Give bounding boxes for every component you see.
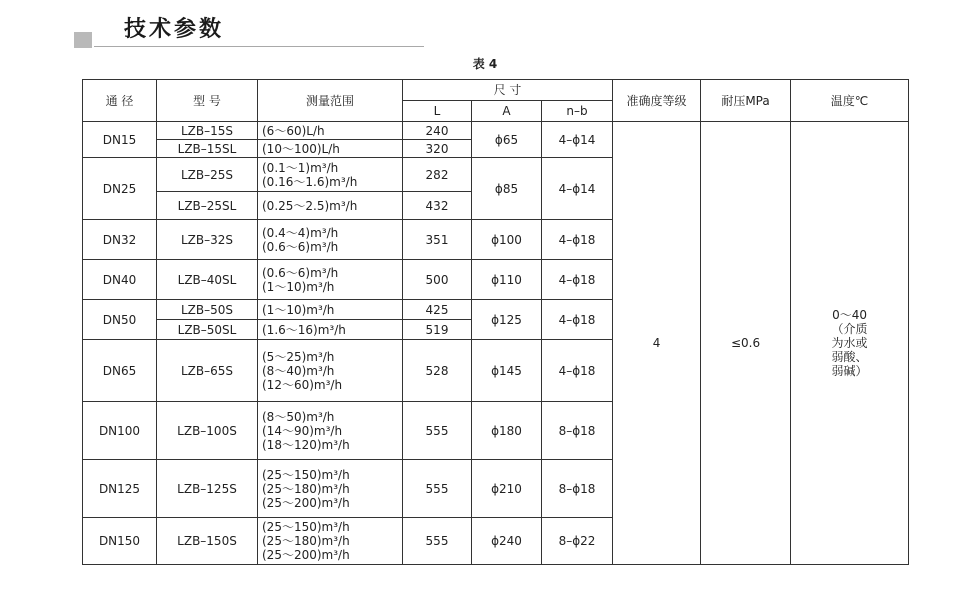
a-cell: ϕ100: [472, 220, 542, 260]
length-cell: 528: [403, 340, 472, 402]
range-cell: [258, 220, 403, 260]
accuracy-cell: 4: [613, 122, 701, 565]
range-line: (25～200)m³/h: [262, 548, 350, 562]
section-header: [74, 8, 424, 48]
range-line: (25～180)m³/h: [262, 534, 350, 548]
length-cell: 432: [403, 192, 472, 220]
range-cell: (0.25～2.5)m³/h: [258, 192, 403, 220]
dn-cell: DN40: [83, 260, 157, 300]
section-underline: [94, 46, 424, 47]
range-line: (0.6～6)m³/h: [262, 265, 339, 280]
model-cell: LZB–40SL: [157, 260, 258, 300]
a-cell: ϕ180: [472, 402, 542, 460]
temperature-line: 弱酸、: [831, 350, 868, 364]
range-cell: [258, 340, 403, 402]
range-cell: [258, 260, 403, 300]
range-line: (8～50)m³/h: [262, 409, 335, 424]
header-L: L: [403, 101, 472, 122]
range-line: (0.6～6)m³/h: [262, 239, 339, 254]
nb-cell: 8–ϕ18: [542, 460, 613, 518]
nb-cell: 4–ϕ18: [542, 260, 613, 300]
range-line: (0.1～1)m³/h: [262, 160, 339, 175]
model-cell: LZB–100S: [157, 402, 258, 460]
model-cell: LZB–25S: [157, 158, 258, 192]
length-cell: 555: [403, 518, 472, 565]
range-line: (0.16～1.6)m³/h: [262, 174, 358, 189]
range-cell: (10～100)L/h: [258, 140, 403, 158]
dn-cell: DN25: [83, 158, 157, 220]
length-cell: 555: [403, 402, 472, 460]
length-cell: 425: [403, 300, 472, 320]
table-row: [83, 122, 909, 140]
length-cell: 351: [403, 220, 472, 260]
dn-cell: DN65: [83, 340, 157, 402]
temperature-line: 弱碱）: [831, 364, 868, 378]
header-model: 型 号: [157, 80, 258, 122]
model-cell: LZB–15SL: [157, 140, 258, 158]
header-dims: 尺 寸: [403, 80, 613, 101]
nb-cell: 4–ϕ18: [542, 300, 613, 340]
length-cell: 519: [403, 320, 472, 340]
range-line: (25～180)m³/h: [262, 481, 350, 496]
dn-cell: DN100: [83, 402, 157, 460]
range-cell: (1～10)m³/h: [258, 300, 403, 320]
model-cell: LZB–25SL: [157, 192, 258, 220]
a-cell: ϕ145: [472, 340, 542, 402]
range-cell: (1.6～16)m³/h: [258, 320, 403, 340]
section-marker: [74, 32, 92, 48]
a-cell: ϕ240: [472, 518, 542, 565]
a-cell: ϕ210: [472, 460, 542, 518]
length-cell: 282: [403, 158, 472, 192]
temperature-cell: [791, 122, 909, 565]
range-cell: [258, 158, 403, 192]
length-cell: 555: [403, 460, 472, 518]
temperature-line: 0～40: [832, 308, 867, 322]
table-caption: 表 4: [472, 57, 498, 71]
table-body: [83, 122, 909, 565]
nb-cell: 4–ϕ18: [542, 340, 613, 402]
a-cell: ϕ110: [472, 260, 542, 300]
header-pressure: 耐压MPa: [701, 80, 791, 122]
length-cell: 240: [403, 122, 472, 140]
nb-cell: 4–ϕ14: [542, 122, 613, 158]
model-cell: LZB–15S: [157, 122, 258, 140]
header-range: 测量范围: [258, 80, 403, 122]
range-line: (25～150)m³/h: [262, 520, 350, 534]
dn-cell: DN15: [83, 122, 157, 158]
header-tongjing: 通 径: [83, 80, 157, 122]
range-line: (12～60)m³/h: [262, 377, 343, 392]
range-cell: (6～60)L/h: [258, 122, 403, 140]
section-title: 技术参数: [124, 17, 225, 42]
range-line: (0.4～4)m³/h: [262, 225, 339, 240]
dn-cell: DN32: [83, 220, 157, 260]
nb-cell: 4–ϕ14: [542, 158, 613, 220]
nb-cell: 8–ϕ18: [542, 402, 613, 460]
header-temperature: 温度℃: [791, 80, 909, 122]
model-cell: LZB–50SL: [157, 320, 258, 340]
model-cell: LZB–150S: [157, 518, 258, 565]
range-cell: [258, 518, 403, 565]
dn-cell: DN150: [83, 518, 157, 565]
range-line: (18～120)m³/h: [262, 437, 350, 452]
range-line: (5～25)m³/h: [262, 349, 335, 364]
length-cell: 320: [403, 140, 472, 158]
a-cell: ϕ85: [472, 158, 542, 220]
length-cell: 500: [403, 260, 472, 300]
range-line: (14～90)m³/h: [262, 423, 343, 438]
a-cell: ϕ65: [472, 122, 542, 158]
model-cell: LZB–125S: [157, 460, 258, 518]
header-accuracy: 准确度等级: [613, 80, 701, 122]
temperature-line: 为水或: [831, 336, 868, 350]
dn-cell: DN125: [83, 460, 157, 518]
model-cell: LZB–65S: [157, 340, 258, 402]
nb-cell: 4–ϕ18: [542, 220, 613, 260]
a-cell: ϕ125: [472, 300, 542, 340]
range-line: (1～10)m³/h: [262, 279, 335, 294]
range-line: (8～40)m³/h: [262, 363, 335, 378]
spec-table: [82, 79, 909, 565]
nb-cell: 8–ϕ22: [542, 518, 613, 565]
range-cell: [258, 460, 403, 518]
header-A: A: [472, 101, 542, 122]
temperature-line: （介质: [831, 322, 868, 336]
range-cell: [258, 402, 403, 460]
model-cell: LZB–32S: [157, 220, 258, 260]
range-line: (25～200)m³/h: [262, 495, 350, 510]
pressure-cell: ≤0.6: [701, 122, 791, 565]
dn-cell: DN50: [83, 300, 157, 340]
range-line: (25～150)m³/h: [262, 467, 350, 482]
model-cell: LZB–50S: [157, 300, 258, 320]
header-nb: n–b: [542, 101, 613, 122]
